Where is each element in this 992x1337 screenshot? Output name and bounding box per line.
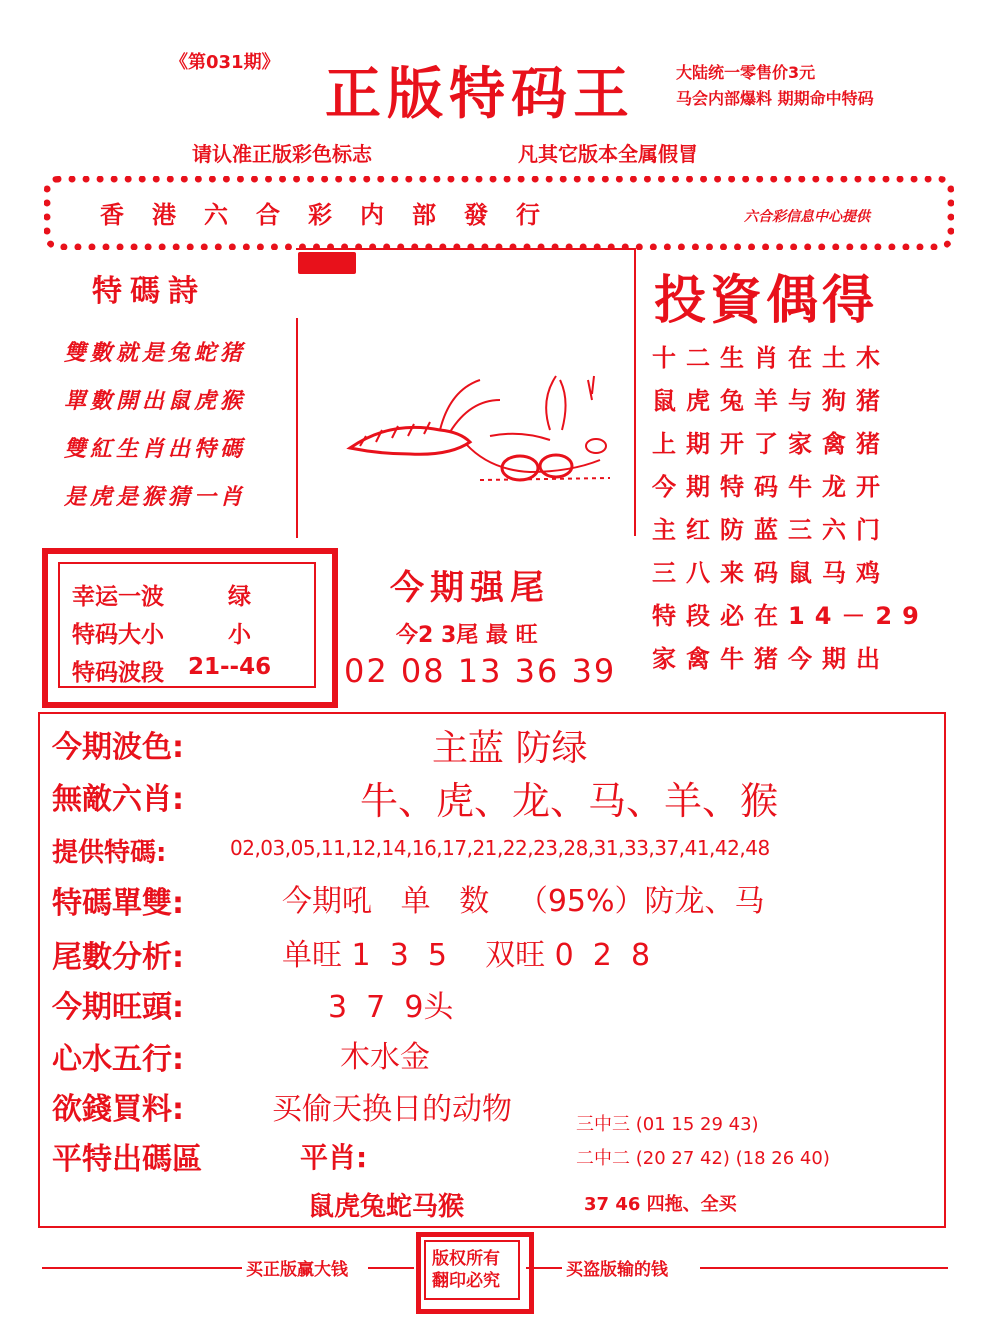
verse-line: 十二生肖在土木 (652, 344, 890, 372)
buy-label: 欲錢買料: (52, 1092, 184, 1127)
verse-line: 上期开了家禽猪 (652, 430, 890, 458)
invest-title: 投資偶得 (654, 271, 879, 331)
buy-value: 买偷天换日的动物 (272, 1092, 512, 1127)
strong-tail-subtitle: 今2 3尾 最 旺 (396, 623, 538, 648)
footer-line-mid-left (368, 1267, 414, 1269)
six-zodiac-label: 無敵六肖: (52, 782, 184, 817)
range-label: 特码波段 (72, 660, 164, 686)
range-value: 21--46 (188, 654, 272, 680)
verse-line: 今期特码牛龙开 (652, 473, 890, 501)
tail-analysis-value: 单旺 1 3 5 双旺 0 2 8 (282, 938, 651, 973)
banner-note: 六合彩信息中心提供 (744, 209, 870, 225)
three-of-three: 三中三 (01 15 29 43) (576, 1114, 759, 1135)
bet-note: 37 46 四拖、全买 (584, 1194, 737, 1215)
poem-line: 單數開出鼠虎猴 (64, 389, 247, 414)
special-code-label: 提供特碼: (52, 838, 167, 868)
flat-zodiac-label: 平肖: (300, 1141, 368, 1174)
footer-line-right (700, 1267, 948, 1269)
color-value: 主蓝 防绿 (432, 728, 588, 769)
verse-line: 主红防蓝三六门 (652, 516, 890, 544)
footer-line-left (42, 1267, 242, 1269)
special-code-value: 02,03,05,11,12,14,16,17,21,22,23,28,31,33,37,41,42,48 (230, 836, 770, 860)
two-of-two: 二中二 (20 27 42) (18 26 40) (576, 1148, 830, 1169)
verse-line: 家禽牛猪今期出 (652, 645, 890, 673)
shrimp-drawing (330, 360, 620, 490)
copyright-line1: 版权所有 (432, 1249, 500, 1269)
banner-text: 香港六合彩内部發行 (100, 201, 568, 229)
hot-head-value: 3 7 9头 (328, 990, 454, 1025)
stamp-mark (298, 252, 356, 274)
notice-left: 请认准正版彩色标志 (192, 142, 372, 166)
footer-right: 买盗版输的钱 (566, 1260, 668, 1280)
size-value: 小 (228, 622, 251, 648)
poem-line: 雙數就是兔蛇猪 (64, 341, 247, 366)
verse-line: 三八来码鼠马鸡 (652, 559, 890, 587)
price-note: 大陆统一零售价3元 (676, 63, 816, 82)
poem-line: 雙紅生肖出特碼 (64, 437, 247, 462)
footer-left: 买正版赢大钱 (246, 1260, 348, 1280)
odd-even-label: 特碼單雙: (52, 886, 184, 921)
poem-title: 特碼詩 (92, 274, 206, 309)
strong-tail-title: 今期强尾 (390, 568, 550, 608)
size-label: 特码大小 (72, 622, 164, 648)
copyright-line2: 翻印必究 (432, 1271, 500, 1291)
verse-line: 鼠虎兔羊与狗猪 (652, 387, 890, 415)
flat-special-label: 平特出碼區 (52, 1142, 202, 1177)
strong-tail-numbers: 02 08 13 36 39 (344, 652, 617, 690)
notice-right: 凡其它版本全属假冒 (518, 142, 698, 166)
issue-number: 《第031期》 (170, 52, 280, 73)
color-label: 今期波色: (52, 730, 184, 765)
poem-line: 是虎是猴猜一肖 (64, 485, 247, 510)
odd-even-value: 今期吼 单 数 （95%）防龙、马 (282, 884, 765, 919)
page-title: 正版特码王 (325, 62, 635, 127)
hot-head-label: 今期旺頭: (52, 990, 184, 1025)
lucky-wave-label: 幸运一波 (72, 584, 164, 610)
five-elements-value: 木水金 (340, 1040, 430, 1075)
flat-animals: 鼠虎兔蛇马猴 (308, 1192, 465, 1222)
picture-frame-edge (296, 318, 298, 538)
footer-line-mid-right (526, 1267, 562, 1269)
verse-line: 特段必在14－29 (652, 602, 929, 630)
five-elements-label: 心水五行: (52, 1042, 184, 1077)
tail-analysis-label: 尾數分析: (52, 940, 184, 975)
six-zodiac-value: 牛、虎、龙、马、羊、猴 (360, 779, 779, 823)
tagline: 马会内部爆料 期期命中特码 (676, 89, 874, 108)
lucky-wave-value: 绿 (228, 584, 251, 610)
